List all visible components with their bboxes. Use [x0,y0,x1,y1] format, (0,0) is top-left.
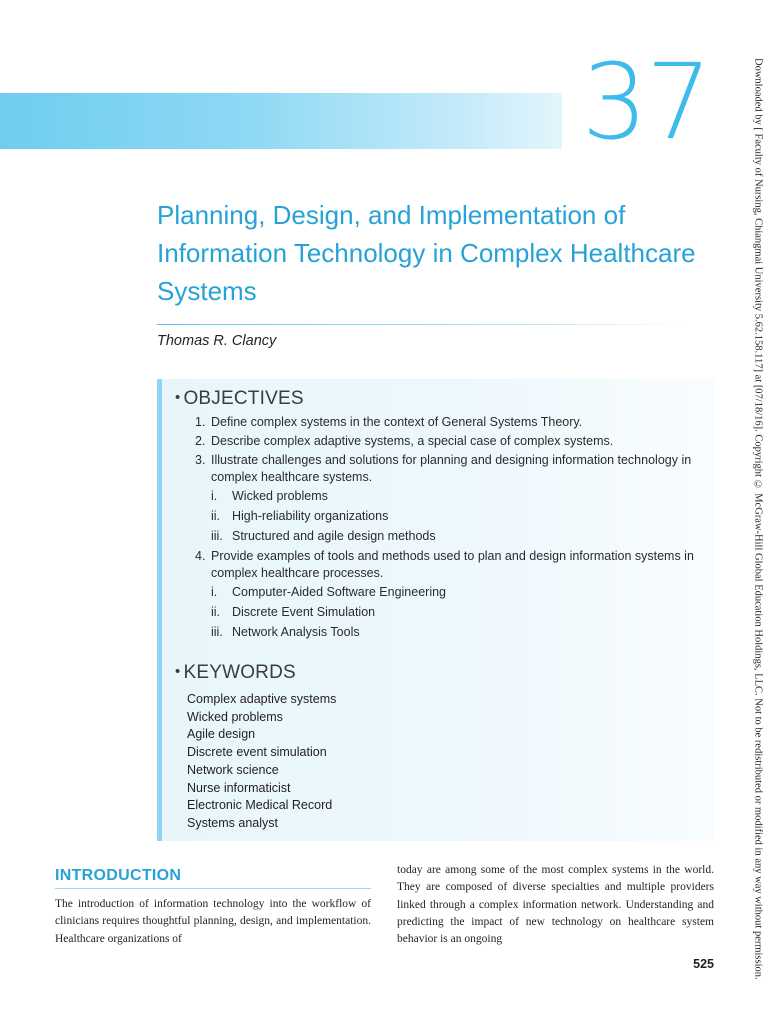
objective-item [195,414,695,431]
objectives-list [195,414,695,644]
objectives-heading [175,388,304,410]
objective-number: 2. [195,434,206,448]
page-number: 525 [693,957,714,971]
keyword-item: Nurse informaticist [187,780,291,795]
introduction-column-right: today are among some of the most complex systems in the world. They are composed of diverse specialties and multiple providers linked through a complex information network. Understanding and predicting the impact of new technology on healthcare system behavior is an ongoing [397,864,714,946]
keyword-item: Network science [187,762,279,777]
chapter-title: Planning, Design, and Implementation of Information Technology in Complex Healthcare Systems [157,200,696,306]
keyword-item: Electronic Medical Record [187,798,333,813]
objective-subitem [211,528,695,545]
subitem-text: Computer-Aided Software Engineering [232,585,447,599]
introduction-heading: INTRODUCTION [55,867,182,884]
subitem-number: iii. [211,625,223,639]
objectives-bullet: • [175,389,181,406]
keywords-heading-text: KEYWORDS [183,662,296,683]
objective-text: Describe complex adaptive systems, a special case of complex systems. [211,434,614,448]
title-divider [157,324,687,325]
objective-subitem [211,604,695,621]
subitem-text: High-reliability organizations [232,509,389,523]
keyword-item: Systems analyst [187,815,279,830]
objective-number: 4. [195,549,206,563]
keyword-item: Wicked problems [187,709,283,724]
keyword-item: Complex adaptive systems [187,692,337,706]
subitem-text: Discrete Event Simulation [232,605,376,619]
keywords-heading [175,662,296,684]
subitem-number: iii. [211,529,223,543]
keyword-item: Agile design [187,727,256,742]
keyword-item: Discrete event simulation [187,745,327,760]
objective-number: 3. [195,453,206,467]
objective-subitem [211,508,695,525]
subitem-number: ii. [211,605,221,619]
objective-subitem [211,488,695,505]
objective-item [195,452,695,545]
objective-number: 1. [195,415,206,429]
subitem-text: Network Analysis Tools [232,625,360,639]
chapter-number: 37 [581,41,710,163]
keywords-bullet: • [175,663,181,680]
subitem-number: i. [211,585,218,599]
objectives-heading-text: OBJECTIVES [183,388,304,409]
keywords-list [187,691,336,833]
subitem-number: ii. [211,509,221,523]
objective-item [195,433,695,450]
objective-item [195,548,695,641]
introduction-divider [55,888,371,889]
objective-text: Define complex systems in the context of General Systems Theory. [211,415,583,429]
subitem-number: i. [211,489,218,503]
chapter-author: Thomas R. Clancy [157,333,277,349]
subitem-text: Wicked problems [232,489,328,503]
objective-subitem [211,584,695,601]
subitem-text: Structured and agile design methods [232,529,436,543]
chapter-header-band [0,93,562,149]
objective-text: Illustrate challenges and solutions for planning and designing information technology in complex healthcare systems. [211,453,692,484]
objective-subitem [211,624,695,641]
download-copyright-notice: Downloaded by [ Faculty of Nursing, Chiangmai University 5.62.158.117] at [07/18/16]. Copyright © McGraw-Hill Global Education Holdings, LLC. Not to be redistributed or modified in any way without permission. [752,58,764,980]
introduction-column-left: The introduction of information technology into the workflow of clinicians requires thoughtful planning, design, and implementation. Healthcare organizations of [55,898,371,945]
objective-text: Provide examples of tools and methods used to plan and design information systems in complex healthcare processes. [211,549,694,580]
